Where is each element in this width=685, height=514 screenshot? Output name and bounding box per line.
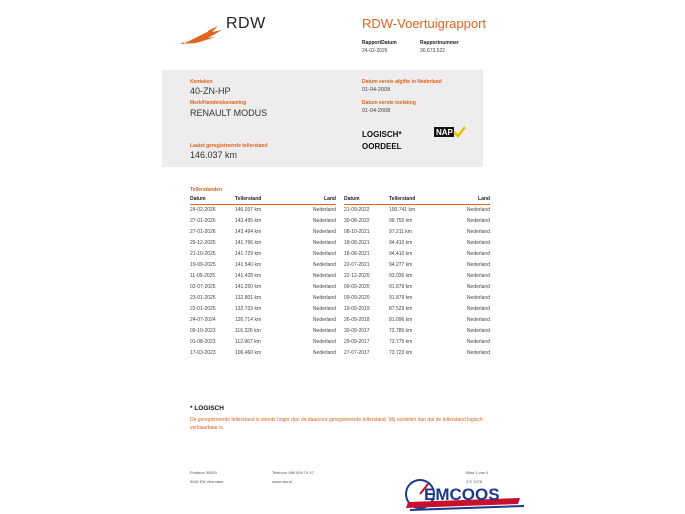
footnote-title: * LOGISCH [190,405,224,412]
reading-km: 73.775 km [389,339,413,345]
report-date [362,40,397,54]
reading-country: Nederland [466,339,490,345]
table-row [190,271,336,282]
reading-km: 87.529 km [389,306,413,312]
first-adm-value: 01-04-2008 [362,108,391,114]
reading-date: 09-10-2023 [190,328,216,334]
reading-country: Nederland [466,251,490,257]
report-title: RDW-Voertuigrapport [362,16,487,31]
table-row [190,249,336,260]
reading-date: 30-08-2022 [344,218,370,224]
reading-country: Nederland [312,229,336,235]
reading-km: 97.211 km [389,229,412,235]
make-value: RENAULT MODUS [190,108,268,118]
reading-date: 27-01-2026 [190,218,216,224]
verdict-line2: OORDEEL [362,142,402,151]
reading-date: 30-09-2017 [344,328,370,334]
first-nl-label: Datum eerste afgifte in Nederland [362,79,442,85]
stamp-text: EMCOOS [424,485,500,504]
table-row [344,227,490,238]
reading-km: 132.733 km [235,306,262,312]
reading-country: Nederland [466,207,490,213]
last-km-value: 146.037 km [190,150,238,160]
reading-km: 143.495 km [235,218,262,224]
brand-name: RDW [226,15,266,32]
reading-date: 22-07-2021 [344,262,370,268]
rdw-logo [178,22,224,46]
reading-km: 94.410 km [389,251,413,257]
reading-country: Nederland [312,251,336,257]
report-number-value: 30.673.522 [420,48,446,54]
reading-country: Nederland [312,339,336,345]
verdict-line1: LOGISCH* [362,130,402,139]
reading-km: 141.729 km [235,251,262,257]
make-label: Merk/Handelsbenaming [190,100,247,106]
reading-country: Nederland [312,218,336,224]
reading-country: Nederland [312,328,336,334]
reading-date: 17-03-2023 [190,350,216,356]
reading-date: 24-07-2024 [190,317,216,323]
reading-date: 26-09-2018 [344,317,370,323]
table-row [344,348,490,359]
reading-km: 132.801 km [235,295,262,301]
reading-country: Nederland [312,273,336,279]
table-row [190,326,336,337]
table-row [344,205,490,216]
reading-date: 21-10-2025 [190,251,216,257]
table-row [190,282,336,293]
reading-date: 22-01-2025 [190,306,216,312]
reading-country: Nederland [312,350,336,356]
footer-phone: Telefoon 088 008 74 47 [272,470,314,475]
table-row [190,293,336,304]
reading-date: 09-09-2020 [344,284,370,290]
reading-date: 22-12-2020 [344,273,370,279]
reading-country: Nederland [466,240,490,246]
reading-km: 93.036 km [389,273,413,279]
reading-km: 94.277 km [389,262,413,268]
reading-km: 146.037 km [235,207,262,213]
table-row [190,205,336,216]
reading-date: 27-01-2026 [190,229,216,235]
col-km: Tellerstand [235,196,262,202]
first-nl-value: 01-04-2008 [362,87,391,93]
table-row [190,260,336,271]
reading-date: 09-09-2020 [344,295,370,301]
reading-km: 73.723 km [389,350,413,356]
table-row [344,249,490,260]
reading-date: 29-09-2017 [344,339,370,345]
reading-km: 143.494 km [235,229,262,235]
col-date: Datum [190,196,206,202]
reading-date: 02-07-2025 [190,284,216,290]
plate-value: 40-ZN-HP [190,86,231,96]
nap-logo [434,126,466,138]
reading-km: 81.096 km [389,317,413,323]
reading-country: Nederland [466,317,490,323]
emcoos-dealer-stamp [400,468,528,514]
reading-country: Nederland [466,295,490,301]
table-row [344,271,490,282]
report-date-value: 24-02-2026 [362,48,388,54]
first-adm-label: Datum eerste toelating [362,100,416,106]
reading-country: Nederland [466,229,490,235]
readings-table-left [190,196,336,359]
footer-address1: Postbus 30000 [190,470,217,475]
reading-km: 141.428 km [235,273,262,279]
table-row [344,337,490,348]
last-km-label: Laatst geregistreerde tellerstand [190,143,268,149]
table-row [190,238,336,249]
readings-table-right [344,196,490,359]
table-row [190,227,336,238]
reading-date: 21-09-2022 [344,207,370,213]
svg-text:NAP: NAP [436,128,453,137]
reading-country: Nederland [466,262,490,268]
report-number-label: Rapportnummer [420,40,459,46]
col-km: Tellerstand [389,196,416,202]
report-number [420,40,459,54]
reading-km: 91.879 km [389,295,413,301]
table-row [344,304,490,315]
reading-country: Nederland [312,295,336,301]
table-row [190,315,336,326]
col-date: Datum [344,196,360,202]
reading-km: 106.460 km [235,350,262,356]
table-row [190,216,336,227]
table-row [344,238,490,249]
table-row [344,293,490,304]
reading-date: 27-07-2017 [344,350,370,356]
reading-date: 08-10-2021 [344,229,370,235]
reading-country: Nederland [466,284,490,290]
footer-web: www.rdw.nl [272,479,293,484]
reading-country: Nederland [466,273,490,279]
table-header [344,196,490,205]
table-row [344,315,490,326]
col-land: Land [324,196,336,202]
reading-country: Nederland [312,317,336,323]
reading-km: 99.755 km [389,218,413,224]
footer-page: Blad 1 van 4 [466,470,489,475]
table-row [190,304,336,315]
verdict [362,129,402,153]
reading-date: 23-01-2025 [190,295,216,301]
reading-date: 19-09-2019 [344,306,370,312]
col-land: Land [478,196,490,202]
reading-km: 141.766 km [235,240,262,246]
reading-country: Nederland [312,207,336,213]
reading-country: Nederland [312,306,336,312]
reading-km: 141.540 km [235,262,262,268]
reading-country: Nederland [466,218,490,224]
readings-title: Tellerstanden [190,187,223,193]
reading-date: 29-12-2025 [190,240,216,246]
reading-date: 19-09-2025 [190,262,216,268]
reading-country: Nederland [312,262,336,268]
reading-country: Nederland [466,328,490,334]
plate-label: Kenteken [190,79,213,85]
reading-country: Nederland [312,284,336,290]
reading-country: Nederland [466,306,490,312]
reading-country: Nederland [312,240,336,246]
reading-km: 91.879 km [389,284,413,290]
reading-km: 100.741 km [389,207,416,213]
footer-code: 3 E 1078 [466,479,483,484]
reading-km: 141.250 km [235,284,262,290]
footer-address2: 9640 RA Veendam [190,479,224,484]
reading-date: 18-08-2021 [344,251,370,257]
table-row [344,282,490,293]
table-row [344,260,490,271]
reading-date: 01-08-2023 [190,339,216,345]
reading-km: 73.785 km [389,328,413,334]
table-row [190,348,336,359]
report-date-label: RapportDatum [362,40,397,46]
reading-km: 94.410 km [389,240,413,246]
footnote-text: De geregistreerde tellerstand is steeds hoger dan de daarvoor geregistreerde tellerstand. Wij oordelen dan dat de tellerstand logisch verklaarbaar is. [190,417,483,431]
reading-km: 126.714 km [235,317,262,323]
reading-km: 116.326 km [235,328,261,334]
table-row [190,337,336,348]
reading-country: Nederland [466,350,490,356]
reading-km: 112.967 km [235,339,261,345]
table-row [344,216,490,227]
reading-date: 24-02-2026 [190,207,216,213]
table-row [344,326,490,337]
reading-date: 11-09-2025 [190,273,216,279]
table-header [190,196,336,205]
reading-date: 18-08-2021 [344,240,370,246]
